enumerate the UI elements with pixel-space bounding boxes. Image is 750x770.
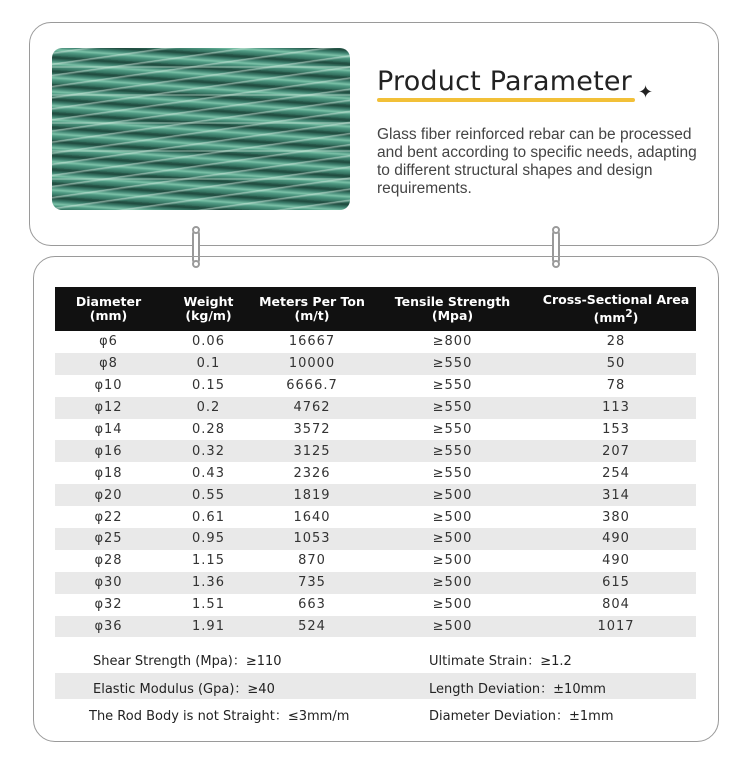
cell-diameter: φ6 (99, 334, 118, 350)
cell-meters-per-ton: 3572 (293, 422, 331, 437)
cell-cross-sectional-area: 78 (606, 378, 626, 394)
cell-cross-sectional-area: 254 (602, 465, 630, 481)
table-row (55, 419, 696, 441)
cell-cross-sectional-area: 153 (602, 422, 630, 437)
cell-weight: 1.36 (162, 572, 255, 594)
cell-weight: 0.55 (162, 484, 255, 506)
cell-meters-per-ton: 4762 (255, 397, 369, 419)
page-title: Product Parameter (377, 66, 632, 97)
cell-meters-per-ton: 524 (255, 616, 369, 638)
column-header-cross-sectional-area: Cross-Sectional Area $(mm^2)$ (536, 287, 696, 331)
column-header-tensile-strength: Tensile Strength (Mpa) (369, 287, 536, 331)
cell-meters-per-ton: 663 (298, 597, 326, 613)
cell-diameter: φ18 (94, 465, 123, 481)
cell-meters-per-ton: 6666.7 (286, 378, 338, 394)
title-underline (377, 98, 635, 102)
table-row (55, 353, 696, 375)
table-row (55, 572, 696, 594)
cell-cross-sectional-area: 490 (602, 553, 630, 569)
cell-meters-per-ton: 16667 (288, 334, 336, 350)
cell-weight: 0.28 (192, 422, 225, 437)
cell-tensile-strength: ≥550 (369, 353, 536, 375)
column-header-meters-per-ton: Meters Per Ton (m/t) (255, 287, 369, 331)
cell-weight: 0.15 (192, 378, 225, 394)
ultimate-strain-spec: Ultimate Strain：≥1.2 (429, 654, 572, 669)
cell-weight: 1.15 (192, 553, 225, 569)
shear-strength-spec: Shear Strength (Mpa)：≥110 (93, 654, 282, 669)
cell-weight: 0.43 (192, 465, 225, 481)
cell-diameter: φ30 (55, 572, 162, 594)
table-row (55, 550, 696, 572)
table-row (55, 484, 696, 506)
cell-weight: 0.1 (162, 353, 255, 375)
cell-diameter: φ12 (55, 397, 162, 419)
cell-meters-per-ton: 870 (298, 553, 326, 569)
cell-weight: 0.32 (162, 440, 255, 462)
cell-cross-sectional-area: 380 (602, 509, 630, 525)
straightness-spec: The Rod Body is not Straight：≤3mm/m (89, 709, 350, 724)
column-header-diameter: Diameter (mm) (55, 287, 162, 331)
cell-meters-per-ton: 1053 (255, 528, 369, 550)
cell-cross-sectional-area: 207 (536, 440, 696, 462)
cell-diameter: φ32 (94, 597, 123, 613)
cell-diameter: φ28 (94, 553, 123, 569)
cell-cross-sectional-area: 314 (536, 484, 696, 506)
table-row (55, 616, 696, 638)
diameter-deviation-spec: Diameter Deviation：±1mm (429, 709, 614, 724)
cell-diameter: φ36 (55, 616, 162, 638)
cell-tensile-strength: ≥550 (432, 422, 473, 437)
table-row (55, 375, 696, 397)
cell-cross-sectional-area: 804 (602, 597, 630, 613)
sparkle-icon: ✦ (638, 82, 654, 103)
cell-meters-per-ton: 10000 (255, 353, 369, 375)
rebar-photo (52, 48, 350, 210)
cell-meters-per-ton: 1640 (293, 509, 331, 525)
cell-tensile-strength: ≥550 (369, 397, 536, 419)
cell-cross-sectional-area: 615 (536, 572, 696, 594)
extra-spec-row (55, 673, 696, 699)
cell-cross-sectional-area: 113 (536, 397, 696, 419)
length-deviation-spec: Length Deviation：±10mm (429, 682, 606, 697)
cell-diameter: φ8 (55, 353, 162, 375)
cell-diameter: φ20 (55, 484, 162, 506)
table-row (55, 462, 696, 484)
cell-diameter: φ25 (55, 528, 162, 550)
cell-cross-sectional-area: 28 (606, 334, 626, 350)
cell-meters-per-ton: 2326 (293, 465, 331, 481)
cell-tensile-strength: ≥550 (432, 378, 473, 394)
cell-tensile-strength: ≥500 (369, 528, 536, 550)
cell-tensile-strength: ≥500 (369, 616, 536, 638)
table-header-row (55, 287, 696, 331)
cell-meters-per-ton: 1819 (255, 484, 369, 506)
cell-weight: 0.06 (192, 334, 225, 350)
cell-tensile-strength: ≥500 (432, 553, 473, 569)
product-description: Glass fiber reinforced rebar can be processed and bent according to specific needs, adapting to different structural shapes and design requirements. (377, 126, 697, 197)
cell-weight: 1.91 (162, 616, 255, 638)
cell-tensile-strength: ≥500 (432, 509, 473, 525)
parameter-table (55, 287, 696, 637)
cell-tensile-strength: ≥500 (369, 572, 536, 594)
cell-diameter: φ22 (94, 509, 123, 525)
table-row (55, 397, 696, 419)
extra-spec-row (55, 645, 696, 671)
table-row (55, 440, 696, 462)
cell-diameter: φ10 (94, 378, 123, 394)
cell-cross-sectional-area: 1017 (536, 616, 696, 638)
table-row (55, 331, 696, 353)
cell-tensile-strength: ≥800 (432, 334, 473, 350)
cell-tensile-strength: ≥500 (369, 484, 536, 506)
cell-diameter: φ16 (55, 440, 162, 462)
table-row (55, 506, 696, 528)
cell-weight: 1.51 (192, 597, 225, 613)
extra-spec-row (55, 700, 696, 726)
cell-tensile-strength: ≥550 (432, 465, 473, 481)
cell-tensile-strength: ≥500 (432, 597, 473, 613)
cell-weight: 0.61 (192, 509, 225, 525)
cell-diameter: φ14 (94, 422, 123, 437)
cell-weight: 0.95 (162, 528, 255, 550)
cell-weight: 0.2 (162, 397, 255, 419)
cell-tensile-strength: ≥550 (369, 440, 536, 462)
cell-cross-sectional-area: 50 (536, 353, 696, 375)
table-row (55, 594, 696, 616)
elastic-modulus-spec: Elastic Modulus (Gpa)：≥40 (93, 682, 275, 697)
cell-meters-per-ton: 735 (255, 572, 369, 594)
cell-cross-sectional-area: 490 (536, 528, 696, 550)
cell-meters-per-ton: 3125 (255, 440, 369, 462)
column-header-weight: Weight (kg/m) (162, 287, 255, 331)
table-row (55, 528, 696, 550)
